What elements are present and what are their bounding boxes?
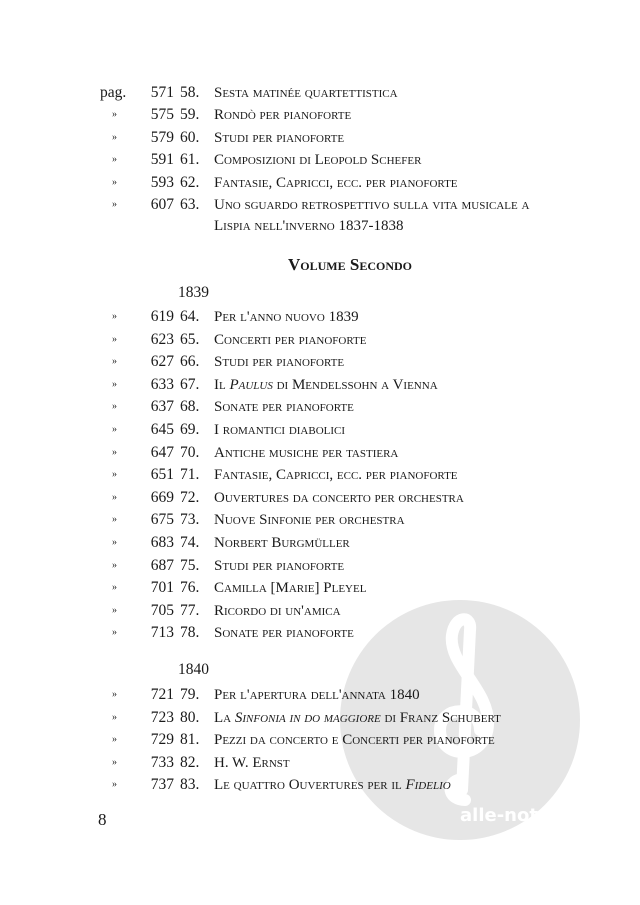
entry-title: [214, 172, 458, 194]
entry-title: [214, 555, 344, 577]
page-prefix: »: [112, 176, 117, 188]
page-ref: 721: [150, 686, 174, 703]
page-prefix: »: [112, 154, 117, 166]
page-ref: 579: [150, 128, 174, 146]
title-text: Uno sguardo retrospettivo sulla vita musicale a: [214, 197, 530, 213]
page-ref: 593: [150, 173, 174, 191]
entry-title: [214, 396, 354, 418]
page-prefix: »: [112, 491, 117, 503]
page-prefix: »: [112, 378, 117, 390]
entry-title: [214, 104, 351, 126]
title-text: Ouvertures da concerto per orchestra: [214, 489, 464, 506]
page-prefix: »: [112, 109, 117, 121]
entry-number: 60.: [180, 128, 200, 146]
page-prefix: »: [112, 559, 117, 571]
title-text: H. W. Ernst: [214, 754, 290, 771]
title-text: Nuove Sinfonie per orchestra: [214, 512, 405, 529]
entry-number: 75.: [180, 556, 200, 574]
toc-entry: [0, 329, 640, 351]
toc-entry: [0, 752, 640, 774]
page-prefix: »: [112, 199, 117, 210]
entry-title: [214, 149, 421, 171]
page-ref: 705: [150, 601, 174, 619]
toc-entry: [0, 172, 640, 194]
title-text: Norbert Burgmüller: [214, 535, 350, 551]
entry-number: 72.: [180, 488, 200, 506]
title-italic: Paulus: [229, 376, 273, 393]
year-heading-1839: 1839: [178, 284, 209, 301]
entry-number: 76.: [180, 579, 200, 597]
entry-number: 82.: [180, 753, 200, 771]
year-heading-1840: 1840: [178, 661, 209, 678]
entry-title: [214, 752, 290, 774]
page-ref: 737: [150, 776, 174, 794]
page-prefix: »: [112, 514, 117, 526]
entry-number: 64.: [180, 308, 200, 325]
entry-title-continued: Lispia nell'inverno 1837-1838: [214, 218, 404, 234]
title-text: Camilla [Marie] Pleyel: [214, 580, 367, 597]
page-ref: 713: [150, 624, 174, 642]
page-ref: 645: [150, 421, 174, 438]
page-ref: 591: [150, 151, 174, 169]
volume-heading: Volume Secondo: [288, 255, 412, 274]
entry-title: [214, 684, 420, 706]
page-ref: 669: [150, 488, 174, 506]
page-prefix: »: [112, 711, 117, 723]
page-ref: 651: [150, 466, 174, 484]
toc-entry: [0, 729, 640, 751]
title-text: La: [214, 709, 235, 726]
entry-number: 80.: [180, 708, 200, 726]
page-ref: 675: [150, 511, 174, 529]
toc-entry: [0, 577, 640, 599]
page-ref: 627: [150, 353, 174, 371]
page-ref: 637: [150, 398, 174, 416]
page-ref: 723: [150, 708, 174, 726]
title-text: Sonate per pianoforte: [214, 399, 354, 416]
title-text: Antiche musiche per tastiera: [214, 444, 399, 461]
page-prefix: »: [112, 627, 117, 639]
title-text: Sonate per pianoforte: [214, 625, 354, 642]
toc-entry: [0, 622, 640, 644]
entry-title: [214, 82, 398, 104]
page-ref: 607: [150, 196, 174, 213]
entry-title: [214, 306, 359, 328]
entry-number: 81.: [180, 731, 200, 749]
page-prefix: »: [112, 537, 117, 548]
toc-entry: [0, 104, 640, 126]
title-italic: Sinfonia in do maggiore: [234, 709, 381, 726]
title-text: Pezzi da concerto e Concerti per pianoforte: [214, 732, 495, 749]
toc-entry: [0, 351, 640, 373]
page-ref: 619: [150, 308, 174, 325]
title-text: Studi per pianoforte: [214, 129, 345, 146]
title-text: Rondò per pianoforte: [214, 107, 352, 124]
toc-entry: [0, 194, 640, 234]
title-text: Ricordo di un'amica: [214, 602, 341, 619]
entry-number: 74.: [180, 534, 200, 551]
entry-number: 78.: [180, 624, 200, 642]
title-text: Le quattro Ouvertures per il: [214, 777, 406, 794]
toc-entry: [0, 555, 640, 577]
title-text: I romantici diabolici: [214, 422, 346, 438]
entry-title: [214, 351, 344, 373]
toc-entry: [0, 374, 640, 396]
entry-title: [214, 600, 341, 622]
page-prefix: »: [112, 734, 117, 746]
title-text: Studi per pianoforte: [214, 557, 345, 574]
entry-title: [214, 329, 366, 351]
entry-title: [214, 509, 405, 531]
page-prefix: »: [112, 469, 117, 481]
title-text: Fantasie, Capricci, ecc. per pianoforte: [214, 174, 458, 191]
toc-entry: [0, 419, 640, 441]
entry-number: 71.: [180, 466, 200, 484]
title-text: Studi per pianoforte: [214, 354, 345, 371]
page-prefix: »: [112, 756, 117, 768]
toc-entry: [0, 82, 640, 104]
page-ref: 575: [150, 106, 174, 124]
entry-title: [214, 707, 501, 729]
page-prefix: »: [112, 356, 117, 368]
entry-title: [214, 374, 438, 396]
title-text: Composizioni di Leopold Schefer: [214, 152, 422, 169]
entry-title: [214, 464, 458, 486]
page-prefix: »: [112, 401, 117, 413]
toc-entry: [0, 487, 640, 509]
page-ref: 623: [150, 330, 174, 348]
entry-number: 79.: [180, 686, 200, 703]
page-prefix: »: [112, 311, 117, 322]
page-prefix: »: [112, 604, 117, 616]
toc-entry: [0, 149, 640, 171]
title-italic: Fidelio: [405, 777, 451, 794]
toc-entry: [0, 464, 640, 486]
entry-title: [214, 419, 345, 441]
entry-title: [214, 127, 344, 149]
page-ref: 633: [150, 375, 174, 393]
page-prefix: pag.: [100, 84, 127, 101]
toc-entry: [0, 509, 640, 531]
entry-number: 65.: [180, 330, 200, 348]
page-prefix: »: [112, 446, 117, 458]
page-ref: 687: [150, 556, 174, 574]
entry-number: 69.: [180, 421, 200, 438]
entry-number: 68.: [180, 398, 200, 416]
toc-entry: [0, 774, 640, 796]
title-text: Il: [214, 376, 230, 393]
entry-number: 77.: [180, 601, 200, 619]
title-text: Concerti per pianoforte: [214, 331, 367, 348]
entry-number: 70.: [180, 443, 200, 461]
entry-title: [214, 194, 529, 216]
title-text-post: di Mendelssohn a Vienna: [272, 376, 438, 393]
toc-entry: [0, 600, 640, 622]
entry-number: 63.: [180, 196, 200, 213]
entry-title: [214, 442, 398, 464]
title-text: Per l'anno nuovo 1839: [214, 309, 359, 325]
toc-entry: [0, 532, 640, 554]
page-ref: 571: [150, 84, 174, 101]
page-prefix: »: [112, 131, 117, 143]
entry-title: [214, 622, 354, 644]
title-text: Fantasie, Capricci, ecc. per pianoforte: [214, 467, 458, 484]
entry-number: 62.: [180, 173, 200, 191]
page-prefix: »: [112, 424, 117, 435]
page-ref: 701: [150, 579, 174, 597]
page-ref: 647: [150, 443, 174, 461]
toc-entry: [0, 127, 640, 149]
toc-entry: [0, 442, 640, 464]
entry-number: 73.: [180, 511, 200, 529]
title-text: Per l'apertura dell'annata 1840: [214, 687, 420, 703]
page-ref: 729: [150, 731, 174, 749]
entry-number: 61.: [180, 151, 200, 169]
toc-entry: [0, 306, 640, 328]
page-ref: 733: [150, 753, 174, 771]
toc-entry: [0, 396, 640, 418]
title-text: Sesta matinée quartettistica: [214, 85, 398, 101]
entry-title: [214, 487, 464, 509]
page-prefix: »: [112, 333, 117, 345]
entry-number: 83.: [180, 776, 200, 794]
page-number: 8: [98, 810, 107, 829]
entry-number: 66.: [180, 353, 200, 371]
entry-number: 59.: [180, 106, 200, 124]
entry-title: [214, 729, 495, 751]
toc-entry: [0, 707, 640, 729]
entry-title: [214, 532, 350, 554]
toc-entry: [0, 684, 640, 706]
watermark-text: alle-noten.de: [460, 805, 595, 826]
page-ref: 683: [150, 534, 174, 551]
entry-number: 67.: [180, 375, 200, 393]
entry-title: [214, 774, 451, 796]
page-prefix: »: [112, 779, 117, 791]
page-prefix: »: [112, 582, 117, 594]
entry-title: [214, 577, 366, 599]
title-text-post: di Franz Schubert: [380, 709, 501, 726]
entry-number: 58.: [180, 84, 200, 101]
page-prefix: »: [112, 689, 117, 700]
